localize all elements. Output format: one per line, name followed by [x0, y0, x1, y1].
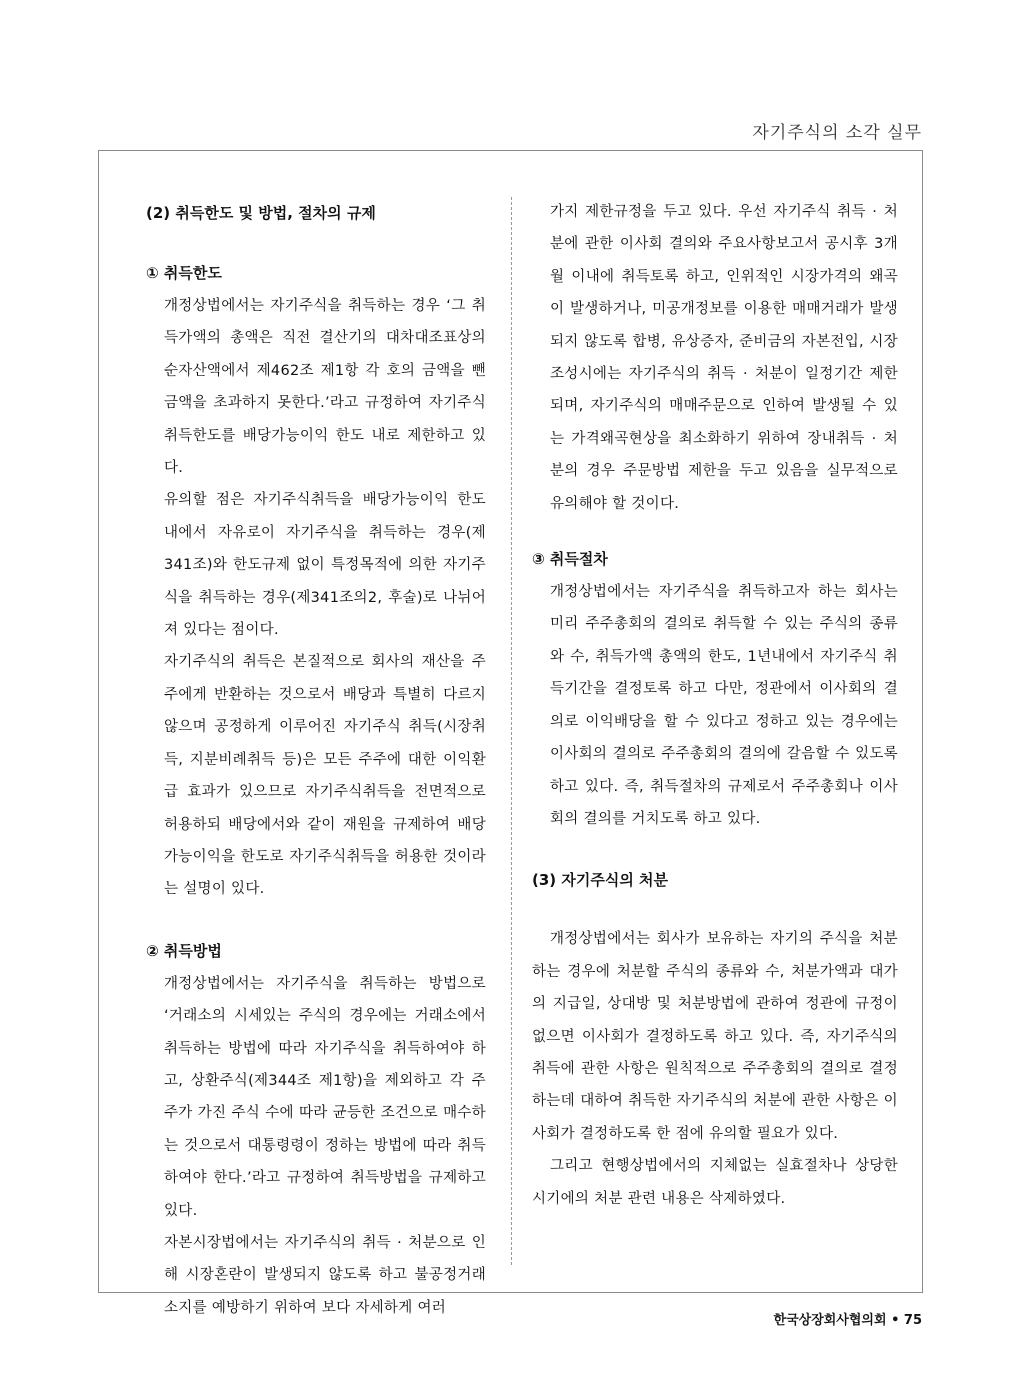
- subsection-2-heading: ② 취득방법: [146, 941, 222, 960]
- paragraph: 개정상법에서는 자기주식을 취득하고자 하는 회사는 미리 주주총회의 결의로 취득할 수 있는 주식의 종류와 수, 취득가액 총액의 한도, 1년내에서 자기주식 취득기간을 결정토록 하고 다만, 정관에서 이사회의 결의로 이익배당을 할 수 있다고 정하고 있는 경우에는 이사회의 결의로 주주총회의 결의에 갈음할 수 있도록 하고 있다. 즉, 취득절차의 규제로서 주주총회나 이사회의 결의를 거치도록 하고 있다.: [550, 584, 898, 827]
- paragraph: 개정상법에서는 자기주식을 취득하는 방법으로 ‘거래소의 시세있는 주식의 경우에는 거래소에서 취득하는 방법에 따라 자기주식을 취득하여야 하고, 상환주식(제344조 제1항)을 제외하고 각 주주가 가진 주식 수에 따라 균등한 조건으로 매수하는 것으로서 대통령령이 정하는 방법에 따라 취득하여야 한다.’라고 규정하여 취득방법을 규제하고 있다.: [164, 975, 486, 1219]
- paragraph: 자기주식의 취득은 본질적으로 회사의 재산을 주주에게 반환하는 것으로서 배당과 특별히 다르지 않으며 공정하게 이루어진 자기주식 취득(시장취득, 지분비례취득 등)은 모든 주주에 대한 이익환급 효과가 있으므로 자기주식취득을 전면적으로 허용하되 배당에서와 같이 재원을 규제하여 배당가능이익을 한도로 자기주식취득을 허용한 것이라는 설명이 있다.: [164, 654, 486, 898]
- paragraph: 그리고 현행상법에서의 지체없는 실효절차나 상당한 시기에의 처분 관련 내용은 삭제하였다.: [532, 1158, 898, 1207]
- subsection-3-heading: ③ 취득절차: [532, 550, 608, 569]
- paragraph: 개정상법에서는 자기주식을 취득하는 경우 ‘그 취득가액의 총액은 직전 결산기의 대차대조표상의 순자산액에서 제462조 제1항 각 호의 금액을 뺀 금액을 초과하지 못한다.’라고 규정하여 자기주식취득한도를 배당가능이익 한도 내로 제한하고 있다.: [164, 298, 486, 477]
- running-header-title: 자기주식의 소각 실무: [752, 123, 922, 143]
- subsection-3-body: [532, 576, 898, 835]
- paragraph: 자본시장법에서는 자기주식의 취득 · 처분으로 인해 시장혼란이 발생되지 않도록 하고 불공정거래 소지를 예방하기 위하여 보다 자세하게 여러: [164, 1234, 486, 1316]
- subsection-2-body: [146, 968, 486, 1324]
- subsection-1-body: [146, 290, 486, 906]
- paragraph: 가지 제한규정을 두고 있다. 우선 자기주식 취득 · 처분에 관한 이사회 결의와 주요사항보고서 공시후 3개월 이내에 취득토록 하고, 인위적인 시장가격의 왜곡이 발생하거나, 미공개정보를 이용한 매매거래가 발생되지 않도록 합병, 유상증자, 준비금의 자본전입, 시장조성시에는 자기주식의 취득 · 처분이 일정기간 제한되며, 자기주식의 매매주문으로 인하여 발생될 수 있는 가격왜곡현상을 최소화하기 위하여 장내취득 · 처분의 경우 주문방법 제한을 두고 있음을 실무적으로 유의해야 할 것이다.: [550, 204, 898, 512]
- section-2-heading: (2) 취득한도 및 방법, 절차의 규제: [146, 204, 376, 222]
- page-footer: 한국상장회사협의회 • 75: [773, 1313, 922, 1328]
- left-column: [146, 196, 486, 1324]
- subsection-1-heading: ① 취득한도: [146, 264, 222, 282]
- paragraph: 유의할 점은 자기주식취득을 배당가능이익 한도 내에서 자유로이 자기주식을 취득하는 경우(제341조)와 한도규제 없이 특정목적에 의한 자기주식을 취득하는 경우(제341조의2, 후술)로 나뉘어져 있다는 점이다.: [164, 492, 486, 639]
- paragraph: 개정상법에서는 회사가 보유하는 자기의 주식을 처분하는 경우에 처분할 주식의 종류와 수, 처분가액과 대가의 지급일, 상대방 및 처분방법에 관하여 정관에 규정이 없으면 이사회가 결정하도록 하고 있다. 즉, 자기주식의 취득에 관한 사항은 원칙적으로 주주총회의 결의로 결정하는데 대하여 취득한 자기주식의 처분에 관한 사항은 이사회가 결정하도록 한 점에 유의할 필요가 있다.: [532, 931, 898, 1142]
- right-column: [532, 196, 898, 1215]
- continued-body: [532, 196, 898, 520]
- column-divider: [511, 197, 512, 1265]
- section-3-heading: (3) 자기주식의 처분: [532, 871, 669, 890]
